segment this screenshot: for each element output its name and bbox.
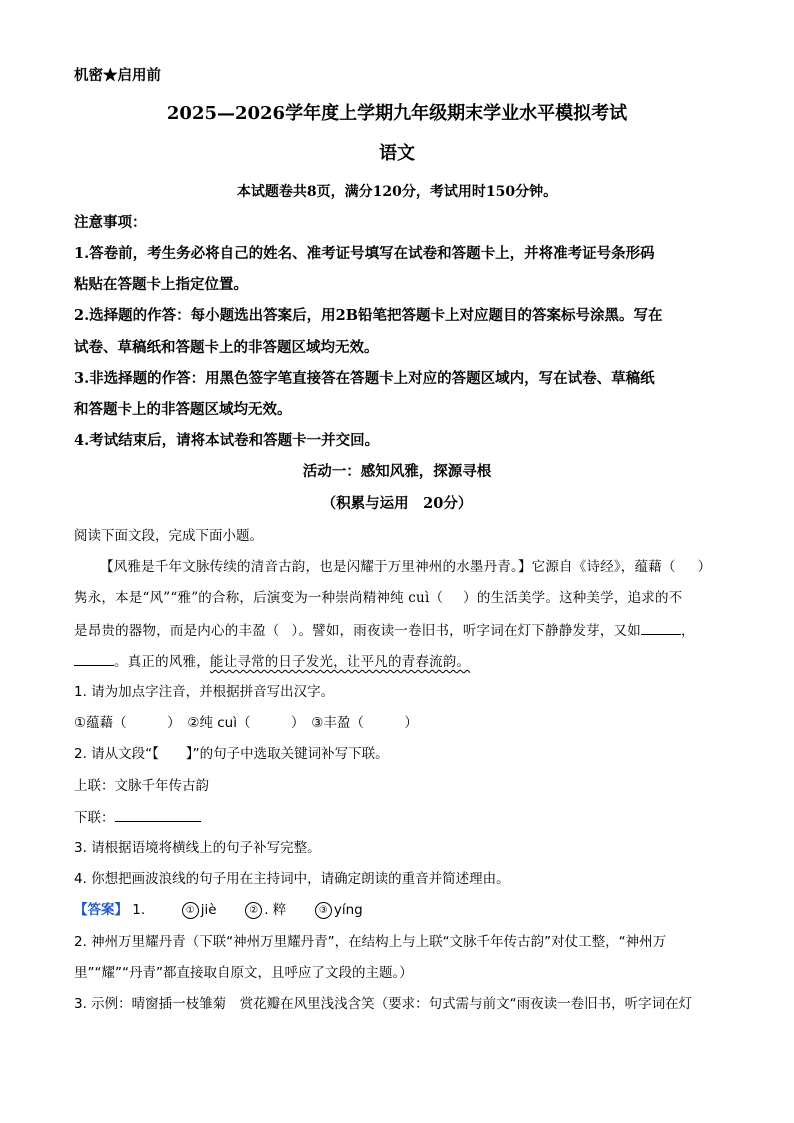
lower-couplet-blank[interactable] [115, 807, 201, 822]
exam-title: 2025—2026学年度上学期九年级期末学业水平模拟考试 [166, 103, 628, 124]
note-4: 4.考试结束后，请将本试卷和答题卡一并交回。 [74, 432, 380, 449]
passage-line-2-text-a: 隽永，本是“风”“雅”的合称，后演变为一种崇尚精神纯 cuì（ [74, 590, 444, 606]
answer-2-line-2: 里”“耀”“丹青”都直接取自原文，且呼应了文段的主题。） [74, 965, 413, 981]
passage-line-1-text: 【风雅是千年文脉传续的清音古韵，也是闪耀于万里神州的水墨丹青。】它源自《诗经》，蕴藉（ [100, 559, 676, 575]
note-3-line-2: 和答题卡上的非答题区域均无效。 [74, 401, 292, 418]
passage-line-1 [100, 557, 711, 577]
circle-2-icon: ② [245, 902, 262, 919]
question-2-upper-couplet: 上联：文脉千年传古韵 [74, 778, 209, 794]
question-2-lower-couplet [74, 807, 201, 828]
question-2: 2. 请从文段“【 】”的句子中选取关键词补写下联。 [74, 746, 389, 762]
answer-1-pinyin-3: yíng [333, 902, 363, 918]
answer-1-line [74, 900, 363, 920]
note-1-line-2: 粘贴在答题卡上指定位置。 [74, 276, 248, 293]
passage-line-3-comma: ， [680, 623, 695, 639]
passage-line-4 [74, 651, 470, 672]
wavy-underlined-sentence: 能让寻常的日子发光，让平凡的青春流韵。 [209, 654, 471, 670]
exam-info: 本试题卷共8页，满分120分，考试用时150分钟。 [236, 184, 558, 200]
activity-subtitle: （积累与运用 20分） [321, 495, 473, 512]
passage-line-3-text-b: ）。譬如，雨夜读一卷旧书，听字词在灯下静静发芽，又如 [291, 623, 641, 639]
question-1: 1. 请为加点字注音，并根据拼音写出汉字。 [74, 684, 335, 700]
note-3-line-1: 3.非选择题的作答：用黑色签字笔直接答在答题卡上对应的答题区域内，写在试卷、草稿纸 [74, 370, 655, 387]
question-1-options: ①蕴藉（ ） ②纯 cuì（ ） ③丰盈（ ） [74, 715, 418, 731]
subject-title: 语文 [379, 143, 415, 164]
fill-blank-1[interactable] [641, 620, 681, 635]
passage-line-4-text: 。真正的风雅， [114, 654, 210, 670]
circle-1-icon: ① [182, 902, 199, 919]
confidential-label: 机密★启用前 [74, 67, 161, 84]
passage-line-1-end: ） [697, 559, 712, 575]
activity-title: 活动一：感知风雅，探源寻根 [302, 463, 492, 480]
circle-3-icon: ③ [315, 902, 332, 919]
passage-line-2-text-b: ）的生活美学。这种美学，追求的不 [463, 590, 683, 606]
notes-heading: 注意事项： [74, 214, 147, 231]
note-2-line-1: 2.选择题的作答：每小题选出答案后，用2B铅笔把答题卡上对应题目的答案标号涂黑。写在 [74, 307, 663, 324]
question-4: 4. 你想把画波浪线的句子用在主持词中，请确定朗读的重音并简述理由。 [74, 871, 510, 887]
note-1-line-1: 1.答卷前，考生务必将自己的姓名、准考证号填写在试卷和答题卡上，并将准考证号条形码 [74, 245, 655, 262]
answer-1-number: 1. [132, 902, 146, 918]
answer-3-line: 3. 示例：晴窗插一枝雏菊 赏花瓣在风里浅浅含笑（要求：句式需与前文“雨夜读一卷旧书，听字词在灯 [74, 996, 693, 1012]
passage-line-3-text-a: 是昂贵的器物，而是内心的丰盈（ [74, 623, 280, 639]
question-3: 3. 请根据语境将横线上的句子补写完整。 [74, 840, 321, 856]
passage-line-2 [74, 588, 682, 608]
answer-1-pinyin: jiè [200, 902, 217, 918]
answer-1-char: . 粹 [264, 902, 287, 918]
answer-2-line-1: 2. 神州万里耀丹青（下联“神州万里耀丹青”，在结构上与上联“文脉千年传古韵”对仗工整，“神州万 [74, 934, 667, 950]
fill-blank-2[interactable] [74, 651, 114, 666]
lower-couplet-label: 下联： [74, 810, 115, 826]
answer-tag: 【答案】 [74, 902, 128, 918]
note-2-line-2: 试卷、草稿纸和答题卡上的非答题区域均无效。 [74, 339, 379, 356]
passage-intro: 阅读下面文段，完成下面小题。 [74, 528, 263, 544]
passage-line-3 [74, 620, 695, 641]
